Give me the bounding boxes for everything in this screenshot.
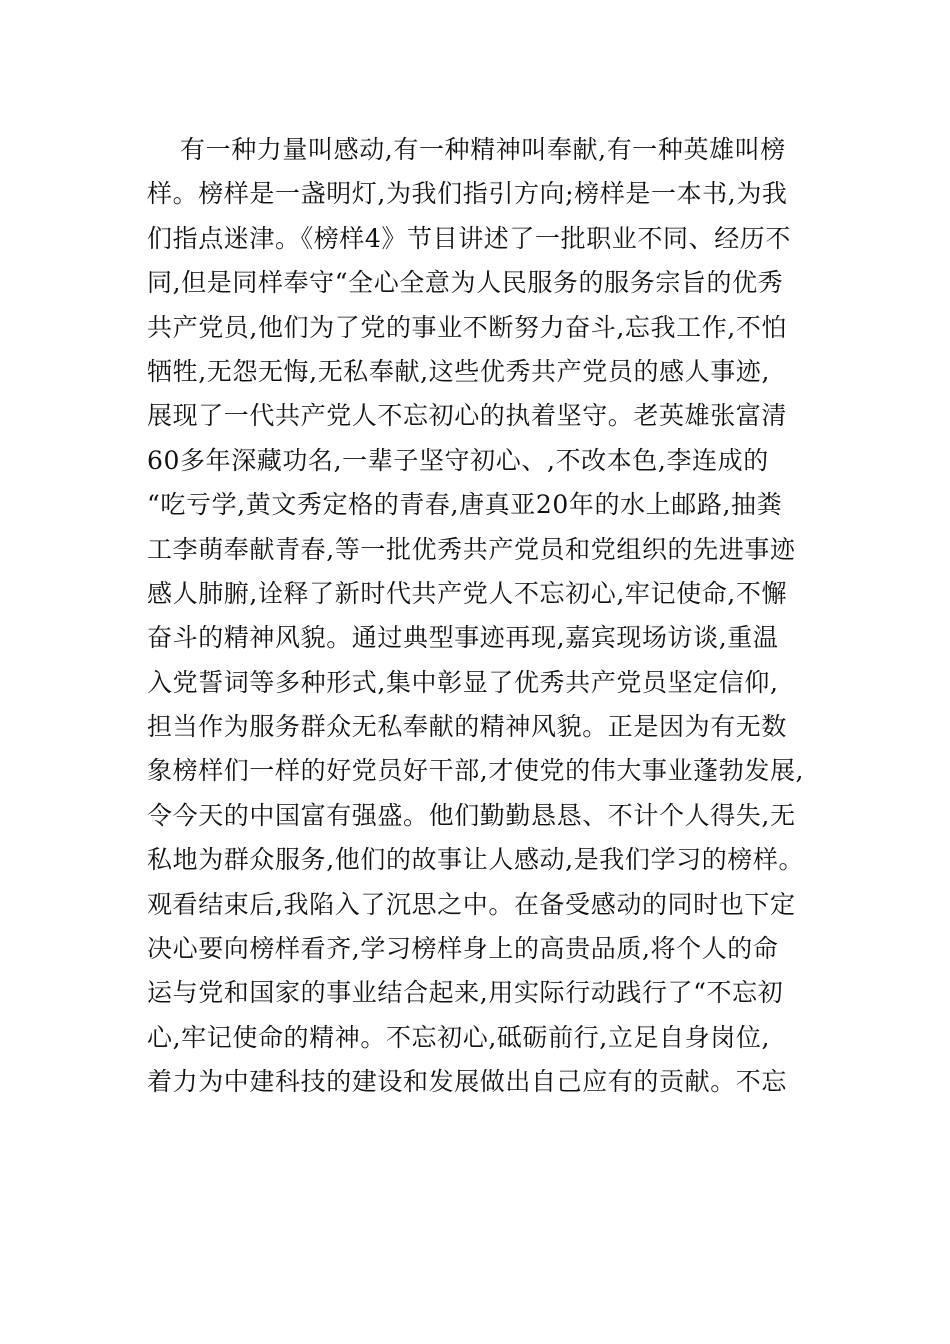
text-line: 象榜样们一样的好党员好干部,才使党的伟大事业蓬勃发展, xyxy=(147,756,805,786)
text-line: 牺牲,无怨无悔,无私奉献,这些优秀共产党员的感人事迹, xyxy=(147,356,770,386)
text-line: “吃亏学,黄文秀定格的青春,唐真亚20年的水上邮路,抽粪 xyxy=(147,490,783,520)
text-line: 令今天的中国富有强盛。他们勤勤恳恳、不计个人得失,无 xyxy=(147,800,796,830)
text-line: 60多年深藏功名,一辈子坚守初心、,不改本色,李连成的 xyxy=(147,445,769,475)
text-line: 着力为中建科技的建设和发展做出自己应有的贡献。不忘 xyxy=(147,1067,788,1097)
text-line: 运与党和国家的事业结合起来,用实际行动践行了“不忘初 xyxy=(147,978,784,1008)
text-line: 决心要向榜样看齐,学习榜样身上的高贵品质,将个人的命 xyxy=(147,934,779,964)
text-line: 工李萌奉献青春,等一批优秀共产党员和党组织的先进事迹 xyxy=(147,534,796,564)
text-line: 心,牢记使命的精神。不忘初心,砥砺前行,立足自身岗位, xyxy=(147,1022,770,1052)
body-paragraph xyxy=(147,128,807,1105)
text-line: 入党誓词等多种形式,集中彰显了优秀共产党员坚定信仰, xyxy=(147,667,779,697)
text-line: 样。榜样是一盏明灯,为我们指引方向;榜样是一本书,为我 xyxy=(147,179,788,209)
text-line: 感人肺腑,诠释了新时代共产党人不忘初心,牢记使命,不懈 xyxy=(147,578,788,608)
text-line: 观看结束后,我陷入了沉思之中。在备受感动的同时也下定 xyxy=(147,889,796,919)
text-line: 担当作为服务群众无私奉献的精神风貌。正是因为有无数 xyxy=(147,712,788,742)
text-line: 展现了一代共产党人不忘初心的执着坚守。老英雄张富清 xyxy=(147,401,788,431)
text-line: 有一种力量叫感动,有一种精神叫奉献,有一种英雄叫榜 xyxy=(180,135,786,164)
text-line: 们指点迷津。《榜样4》节目讲述了一批职业不同、经历不 xyxy=(147,223,792,253)
text-line: 共产党员,他们为了党的事业不断努力奋斗,忘我工作,不怕 xyxy=(147,312,788,342)
text-line: 私地为群众服务,他们的故事让人感动,是我们学习的榜样。 xyxy=(147,845,805,875)
text-line: 同,但是同样奉守“全心全意为人民服务的服务宗旨的优秀 xyxy=(147,268,784,298)
text-line: 奋斗的精神风貌。通过典型事迹再现,嘉宾现场访谈,重温 xyxy=(147,623,779,653)
